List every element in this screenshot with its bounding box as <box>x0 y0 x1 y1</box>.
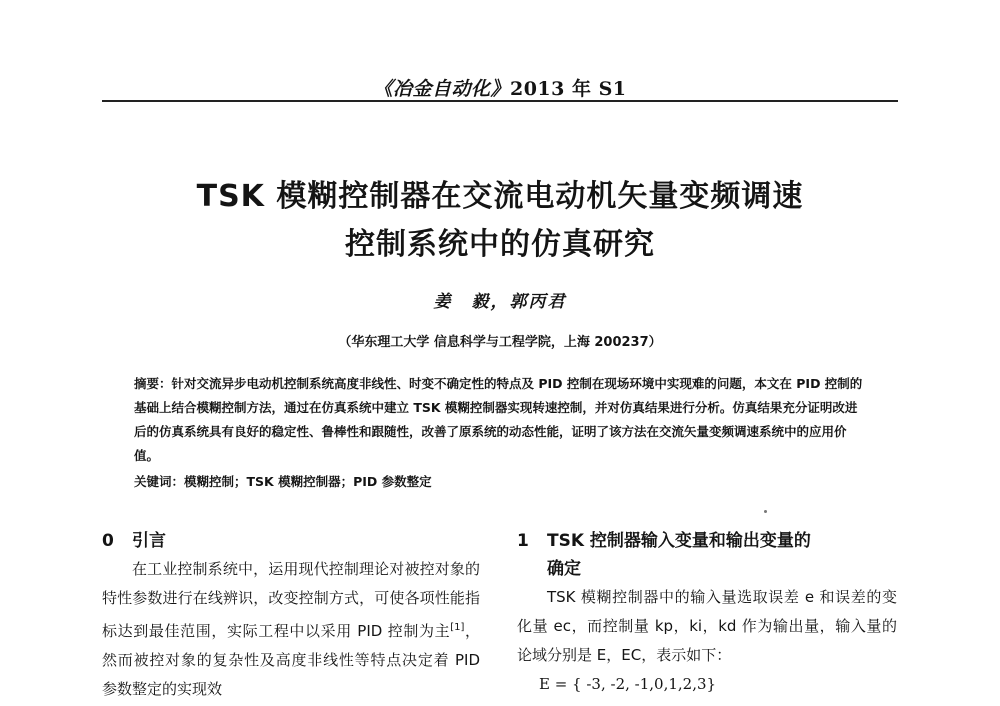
section-number: 0 <box>102 531 114 551</box>
keywords-label: 关键词： <box>134 474 185 489</box>
header-rule <box>102 100 898 102</box>
equation-E: E = { -3, -2, -1,0,1,2,3} <box>539 675 717 693</box>
journal-title: 《冶金自动化》 <box>373 78 510 100</box>
left-column <box>102 527 480 704</box>
section-title-line1: TSK 控制器输入变量和输出变量的 <box>547 531 811 551</box>
section-0-heading <box>102 527 480 555</box>
paper-title-line2: 控制系统中的仿真研究 <box>345 227 655 262</box>
abstract-text: 针对交流异步电动机控制系统高度非线性、时变不确定性的特点及 PID 控制在现场环境中实现难的问题，本文在 PID 控制的基础上结合模糊控制方法，通过在仿真系统中建立 TSK 模糊控制器实现转速控制，并对仿真结果进行分析。仿真结果充分证明改进后的仿真系统具有良好的稳定性、鲁棒性和跟随性，改善了原系统的动态性能，证明了该方法在交流矢量变频调速系统中的应用价值。 <box>134 376 863 463</box>
journal-issue: 2013 年 S1 <box>509 78 627 100</box>
intro-text-end: ，然而被控对象的复杂性及高度非线性等特点决定着 PID 参数整定的实现效 <box>102 622 480 698</box>
affiliation: （华东理工大学 信息科学与工程学院，上海 200237） <box>338 335 662 350</box>
keywords <box>134 470 869 494</box>
keywords-text: 模糊控制；TSK 模糊控制器；PID 参数整定 <box>184 474 432 489</box>
abstract-label: 摘要： <box>134 376 172 391</box>
running-header <box>0 74 1000 101</box>
paper-title-line1: TSK 模糊控制器在交流电动机矢量变频调速 <box>196 179 804 214</box>
section1-paragraph: TSK 模糊控制器中的输入量选取误差 e 和误差的变化量 ec，而控制量 kp，ki，kd 作为输出量，输入量的论域分别是 E，EC，表示如下： <box>517 588 897 664</box>
section-number: 1 <box>517 531 529 551</box>
intro-paragraph <box>102 555 480 704</box>
section-title-line2: 确定 <box>547 559 581 579</box>
authors: 姜 毅，郭丙君 <box>433 292 567 312</box>
right-column <box>517 527 897 699</box>
section-title: 引言 <box>132 531 166 551</box>
intro-text-start: 在工业控制系统中，运用现代控制理论对被控对象的特性参数进行在线辨识，改变控制方式，可使各项性能指标达到最佳范围，实际工程中以采用 PID 控制为主 <box>102 560 480 640</box>
section-1-heading <box>517 527 897 555</box>
citation: [1] <box>450 622 465 633</box>
abstract <box>134 372 869 468</box>
scan-speck <box>764 510 767 513</box>
